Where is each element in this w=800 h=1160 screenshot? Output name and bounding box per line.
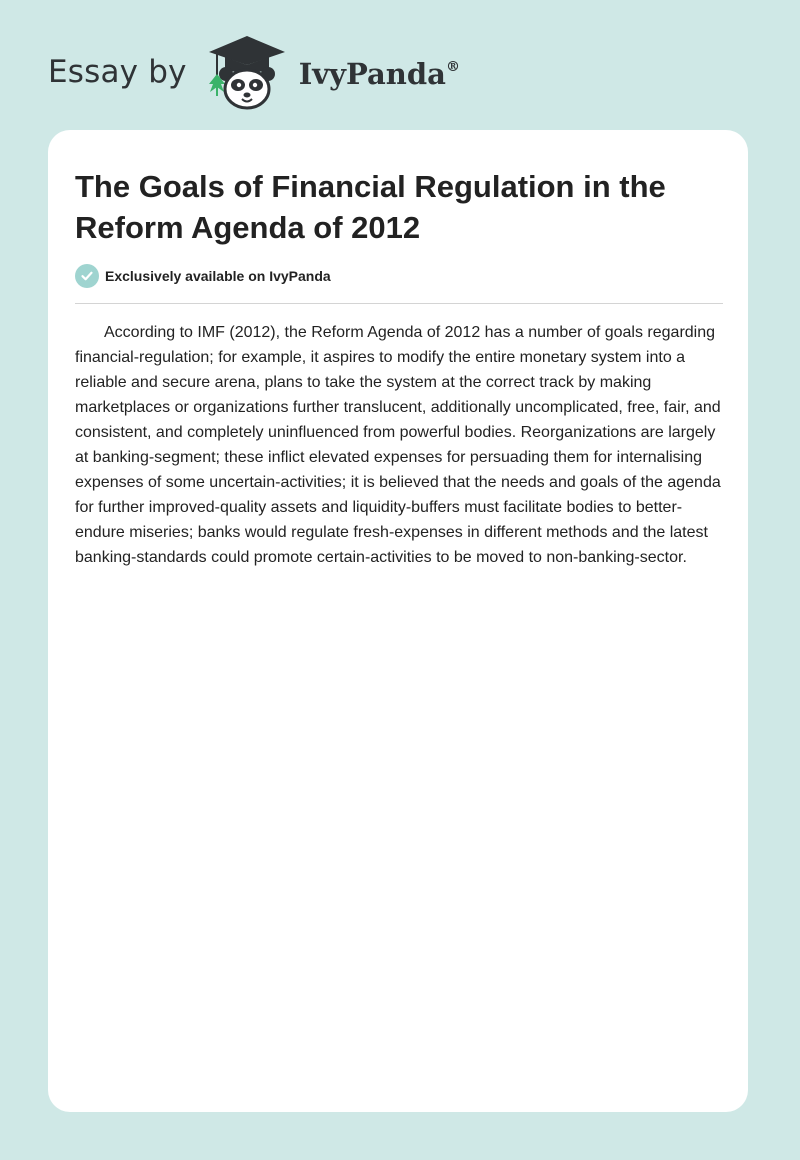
essay-paragraph: According to IMF (2012), the Reform Agenda of 2012 has a number of goals regarding financial-regulation; for example, it aspires to modify the entire monetary system into a reliable and secure arena, plans to take the system at the correct track by making marketplaces or organizations further translucent, additionally uncomplicated, free, fair, and consistent, and completely uninfluenced from powerful bodies. Reorganizations are largely at banking-segment; these inflict elevated expenses for persuading them for internalising expenses of some uncertain-activities; it is believed that the needs and goals of the agenda for further improved-quality assets and liquidity-buffers must facilitate bodies to better-endure miseries; banks would regulate fresh-expenses in different methods and the latest banking-standards could promote certain-activities to be moved to non-banking-sector.	[75, 324, 721, 566]
exclusive-badge-label: Exclusively available on IvyPanda	[105, 268, 331, 284]
panda-logo-icon[interactable]	[197, 32, 297, 112]
essay-by-label: Essay by	[48, 54, 187, 90]
site-header	[48, 32, 460, 112]
exclusive-badge	[75, 264, 331, 288]
brand-wordmark[interactable]	[299, 57, 460, 91]
check-icon	[75, 264, 99, 288]
registered-mark: ®	[445, 59, 460, 76]
divider	[75, 303, 723, 304]
brand-name: IvyPanda	[298, 57, 446, 91]
page-title: The Goals of Financial Regulation in the Reform Agenda of 2012	[75, 169, 666, 245]
essay-card	[48, 130, 748, 1112]
